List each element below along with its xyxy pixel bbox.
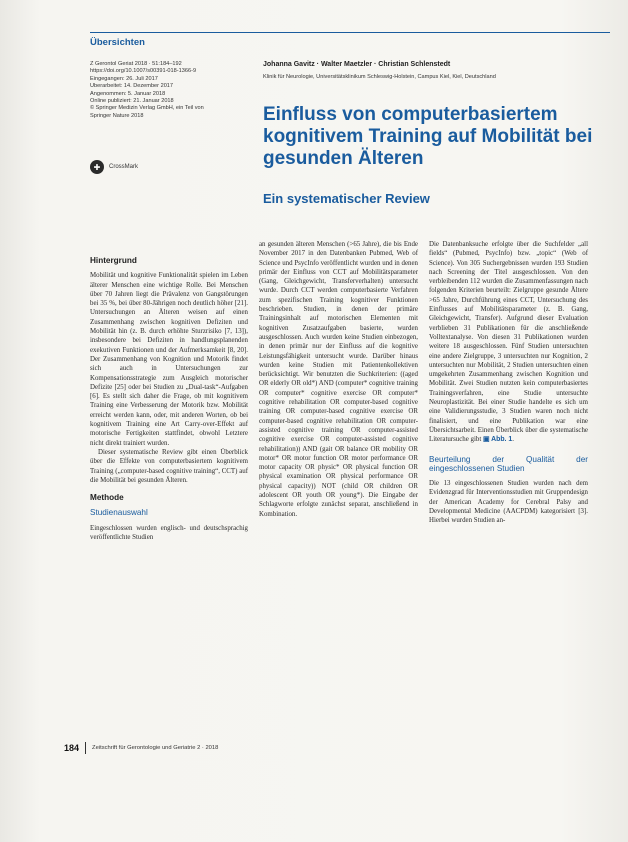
section-label: Übersichten [90, 37, 145, 48]
heading-studienauswahl: Studienauswahl [90, 508, 148, 518]
paragraph: an gesunden älteren Menschen (>65 Jahre), die bis Ende November 2017 in den Datenbanken Pubmed, Web of Science und PsycInfo veröffentlicht wurden und in denen primär der Einfluss von CCT auf Mobilitätsparameter (Gang, Gleichgewicht, Transferverhalten) untersucht wurde. Durch CCT werden computerbasierte Verfahren zum spezifischen Training kognitiver Funktionen beschrieben. Studien, in denen der primäre Trainingsinhalt auf motorischen Elementen mit kognitiven Zusatzaufgaben basierte, wurden ausgeschlossen. Auch wurden keine Studien einbezogen, in denen primär nur der Einfluss auf die kognitive Leistungsfähigkeit untersucht wurde. Darüber hinaus wurden keine Studien mit Patientenkollektiven berücksichtigt. Wir benutzten die Suchkriterien: ((aged OR elderly OR old*) AND (computer* cognitive training OR computer* cognitive exercise OR computer* cognitive rehabilitation OR computer-based cognitive training OR computer-based cognitive exercise OR computer-based cognitive rehabilitation OR computer-assisted cognitive training OR computer-assisted cognitive exercise OR computer-assisted cognitive rehabilitation)) AND (gait OR balance OR mobility OR motor* OR motor function OR motor performance OR motor capacity OR physic* OR physical function OR physical examination OR physical performance OR physical capacity)) NOT (child OR children OR adolescent OR youth OR young*). Die Eingabe der Schlagworte erfolgte zunächst separat, anschließend in Kombination. [259, 241, 418, 518]
crossmark-icon: ✚ [90, 160, 104, 174]
meta-revised: Überarbeitet: 14. Dezember 2017 [90, 83, 174, 90]
article-meta [90, 61, 260, 120]
meta-doi-link[interactable]: https://doi.org/10.1007/s00391-018-1366-9 [90, 68, 197, 75]
meta-accepted: Angenommen: 5. Januar 2018 [90, 90, 166, 97]
meta-citation: Z Gerontol Geriat 2018 · 51:184–192 [90, 61, 182, 67]
meta-copyright-2: Springer Nature 2018 [90, 112, 144, 119]
figure-reference-label: Abb. 1 [491, 436, 513, 444]
figure-reference-link[interactable]: ▣ Abb. 1 [482, 436, 513, 444]
article-subtitle: Ein systematischer Review [263, 191, 430, 206]
crossmark-label: CrossMark [109, 164, 139, 170]
text-column-1 [90, 256, 248, 542]
paragraph: Eingeschlossen wurden englisch- und deutschsprachig veröffentlichte Studien [90, 524, 248, 542]
page-number: 184 [64, 743, 80, 753]
page-footer [64, 742, 218, 754]
paragraph: Die 13 eingeschlossenen Studien wurden nach dem Evidenzgrad für Interventionsstudien mit Gruppendesign der American Academy for Cerebral Palsy and Developmental Medicine (AACPDM) kategorisiert [3]. Hierbei wurden Studien an- [429, 480, 588, 525]
authors: Johanna Gavitz · Walter Maetzler · Christian Schlenstedt [263, 61, 451, 68]
heading-hintergrund: Hintergrund [90, 256, 137, 265]
paragraph: Mobilität und kognitive Funktionalität spielen im Leben älterer Menschen eine wichtige Rolle. Bei Menschen über 70 Jahren liegt die Prävalenz von Gangstörungen bei 35 %, bei über 80-Jährigen noch deutlich höher [21]. Untersuchungen an Älteren weisen auf einen Zusammenhang zwischen kognitiven Defiziten und Mobilität hin (z. B. durch erhöhte Sturzrisiko [7, 13]), insbesondere bei Defiziten in handlungsplanenden exekutiven Funktionen und der Aufmerksamkeit [8, 20]. Der Zusammenhang von Kognition und Motorik findet sich auch in Untersuchungen zur Kompensationsstrategie zum Ausgleich motorischer Defizite [25] oder bei Studien zu „Dual-task“-Aufgaben [6]. Es stellt sich daher die Frage, ob mit kognitivem Training eine Verbesserung der Motorik bzw. Mobilität erreicht werden kann, oder, mit anderen Worten, ob bei kognitivem Training eine Art Carry-over-Effekt auf motorische Fertigkeiten stattfindet, obwohl Letztere nicht direkt trainiert wurden. [90, 272, 248, 447]
journal-name: Zeitschrift für Gerontologie und Geriatrie 2 · 2018 [92, 745, 219, 751]
text-column-3 [429, 240, 588, 526]
meta-received: Eingegangen: 26. Juli 2017 [90, 75, 158, 82]
paragraph: Die Datenbanksuche erfolgte über die Suchfelder „all fields“ (Pubmed, PsycInfo) bzw. „topic“ (Web of Science). Von 305 Suchergebnissen wurden 193 Studien nach Screening der Titel ausgeschlossen. Von den verbleibenden 112 wurden die Zusammenfassungen nach folgenden Kriterien beurteilt: Zielgruppe gesunde Ältere >65 Jahre, Durchführung eines CCT, Untersuchung des Einflusses auf Mobilitätsparameter (z. B. Gang, Gleichgewicht, Transfer). Aufgrund dieser Evaluation verblieben 31 Publikationen für die anschließende Volltextanalyse. Von diesen 31 Publikationen wurden weitere 18 ausgeschlossen. Fünf Studien untersuchten eine andere Zielgruppe, 3 untersuchten nur Kognition, 2 untersuchten nur Mobilität, 2 Studien untersuchten einen umgekehrten Zusammenhang zwischen Kognition und Mobilität. Zwei Studien nutzten kein computerbasiertes Trainingsverfahren, eine Studie untersuchte Neuroplastizität. Bei einer Studie handelte es sich um eine Validierungsstudie, 3 Studien waren noch nicht finalisiert, und eine Publikation war eine Übersichtsarbeit. Einen Überblick über die systematische Literatursuche gibt ▣ Abb. 1. [429, 241, 588, 444]
crossmark-badge[interactable] [90, 160, 138, 174]
text-column-2 [259, 240, 418, 519]
heading-methode: Methode [90, 493, 124, 503]
footer-divider [85, 742, 86, 754]
section-header [90, 32, 610, 48]
meta-published: Online publiziert: 21. Januar 2018 [90, 98, 174, 105]
article-title: Einfluss von computerbasiertem kognitivem Training auf Mobilität bei gesunden Älteren [263, 104, 593, 169]
heading-quality: Beurteilung der Qualität der eingeschlossenen Studien [429, 454, 588, 473]
paragraph-text: Die Datenbanksuche erfolgte über die Suchfelder „all fields“ (Pubmed, PsycInfo) bzw. „topic“ (Web of Science). Von 305 Suchergebnissen wurden 193 Studien nach Screening der Titel ausgeschlossen. Von den verbleibenden 112 wurden die Zusammenfassungen nach folgenden Kriterien beurteilt: Zielgruppe gesunde Ältere >65 Jahre, Durchführung eines CCT, Untersuchung des Einflusses auf Mobilitätsparameter (z. B. Gang, Gleichgewicht, Transfer). Aufgrund dieser Evaluation verblieben 31 Publikationen für die anschließende Volltextanalyse. Von diesen 31 Publikationen wurden weitere 18 ausgeschlossen. Fünf Studien untersuchten eine andere Zielgruppe, 3 untersuchten nur Kognition, 2 untersuchten nur Mobilität, 2 Studien untersuchten einen umgekehrten Zusammenhang zwischen Kognition und Mobilität. Zwei Studien nutzten kein computerbasiertes Trainingsverfahren, eine Studie untersuchte Neuroplastizität. Bei einer Studie handelte es sich um eine Validierungsstudie, 3 Studien waren noch nicht finalisiert, und eine Publikation war eine Übersichtsarbeit. Einen Überblick über die systematische Literatursuche gibt [429, 241, 588, 444]
paragraph: Dieser systematische Review gibt einen Überblick über die Effekte von computerbasiertem kognitivem Training („computer-based cognitive training“, CCT) auf die Mobilität bei gesunden Älteren. [90, 448, 248, 484]
meta-copyright: © Springer Medizin Verlag GmbH, ein Teil von [90, 105, 204, 112]
affiliation: Klinik für Neurologie, Universitätsklinikum Schleswig-Holstein, Campus Kiel, Kiel, Deutschland [263, 74, 496, 80]
